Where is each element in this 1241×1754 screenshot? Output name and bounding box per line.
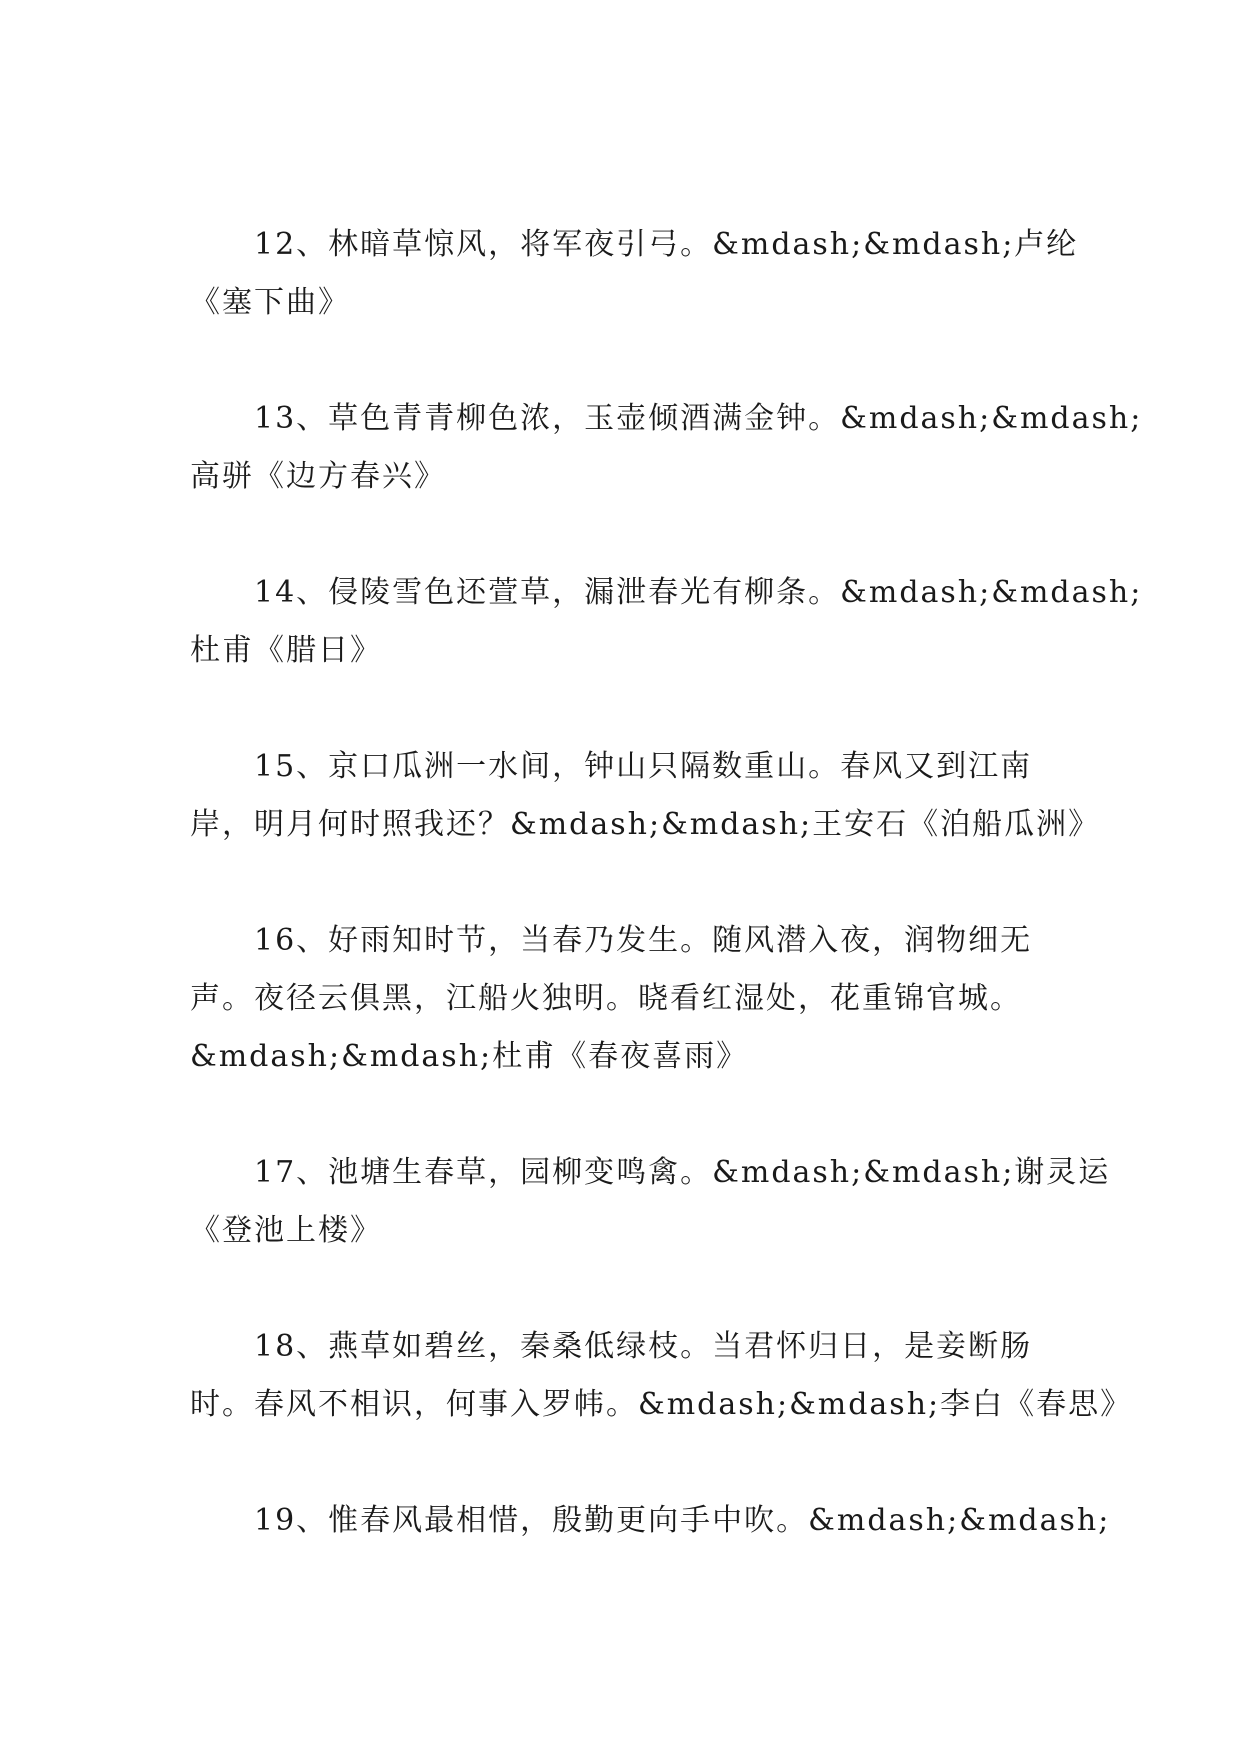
paragraph-line: 15、京口瓜洲一水间，钟山只隔数重山。春风又到江南 [254, 749, 1033, 784]
paragraph-line: 岸，明月何时照我还？&mdash;&mdash;王安石《泊船瓜洲》 [190, 807, 1101, 842]
paragraph-line: 时。春风不相识，何事入罗帏。&mdash;&mdash;李白《春思》 [190, 1387, 1133, 1422]
poem-quote-17 [190, 1144, 1111, 1260]
paragraph-line: 12、林暗草惊风，将军夜引弓。&mdash;&mdash;卢纶 [254, 227, 1079, 262]
poem-quote-12 [190, 216, 1079, 332]
poem-quote-14 [190, 564, 1143, 680]
paragraph-line: 19、惟春风最相惜，殷勤更向手中吹。&mdash;&mdash; [254, 1503, 1111, 1538]
paragraph-line: 《登池上楼》 [190, 1213, 382, 1248]
paragraph-line: 《塞下曲》 [190, 285, 350, 320]
poem-quote-13 [190, 390, 1143, 506]
poem-quote-19 [190, 1492, 1111, 1550]
poem-quote-16 [190, 912, 1070, 1086]
poem-quote-15 [190, 738, 1101, 854]
paragraph-line: 杜甫《腊日》 [190, 633, 382, 668]
paragraph-line: 高骈《边方春兴》 [190, 459, 446, 494]
paragraph-line: &mdash;&mdash;杜甫《春夜喜雨》 [190, 1039, 749, 1074]
paragraph-line: 18、燕草如碧丝，秦桑低绿枝。当君怀归日，是妾断肠 [254, 1329, 1033, 1364]
paragraph-line: 16、好雨知时节，当春乃发生。随风潜入夜，润物细无 [254, 923, 1033, 958]
paragraph-line: 声。夜径云俱黑，江船火独明。晓看红湿处，花重锦官城。 [190, 981, 1022, 1016]
paragraph-line: 14、侵陵雪色还萱草，漏泄春光有柳条。&mdash;&mdash; [254, 575, 1143, 610]
poem-quote-18 [190, 1318, 1133, 1434]
paragraph-line: 17、池塘生春草，园柳变鸣禽。&mdash;&mdash;谢灵运 [254, 1155, 1111, 1190]
paragraph-line: 13、草色青青柳色浓，玉壶倾酒满金钟。&mdash;&mdash; [254, 401, 1143, 436]
